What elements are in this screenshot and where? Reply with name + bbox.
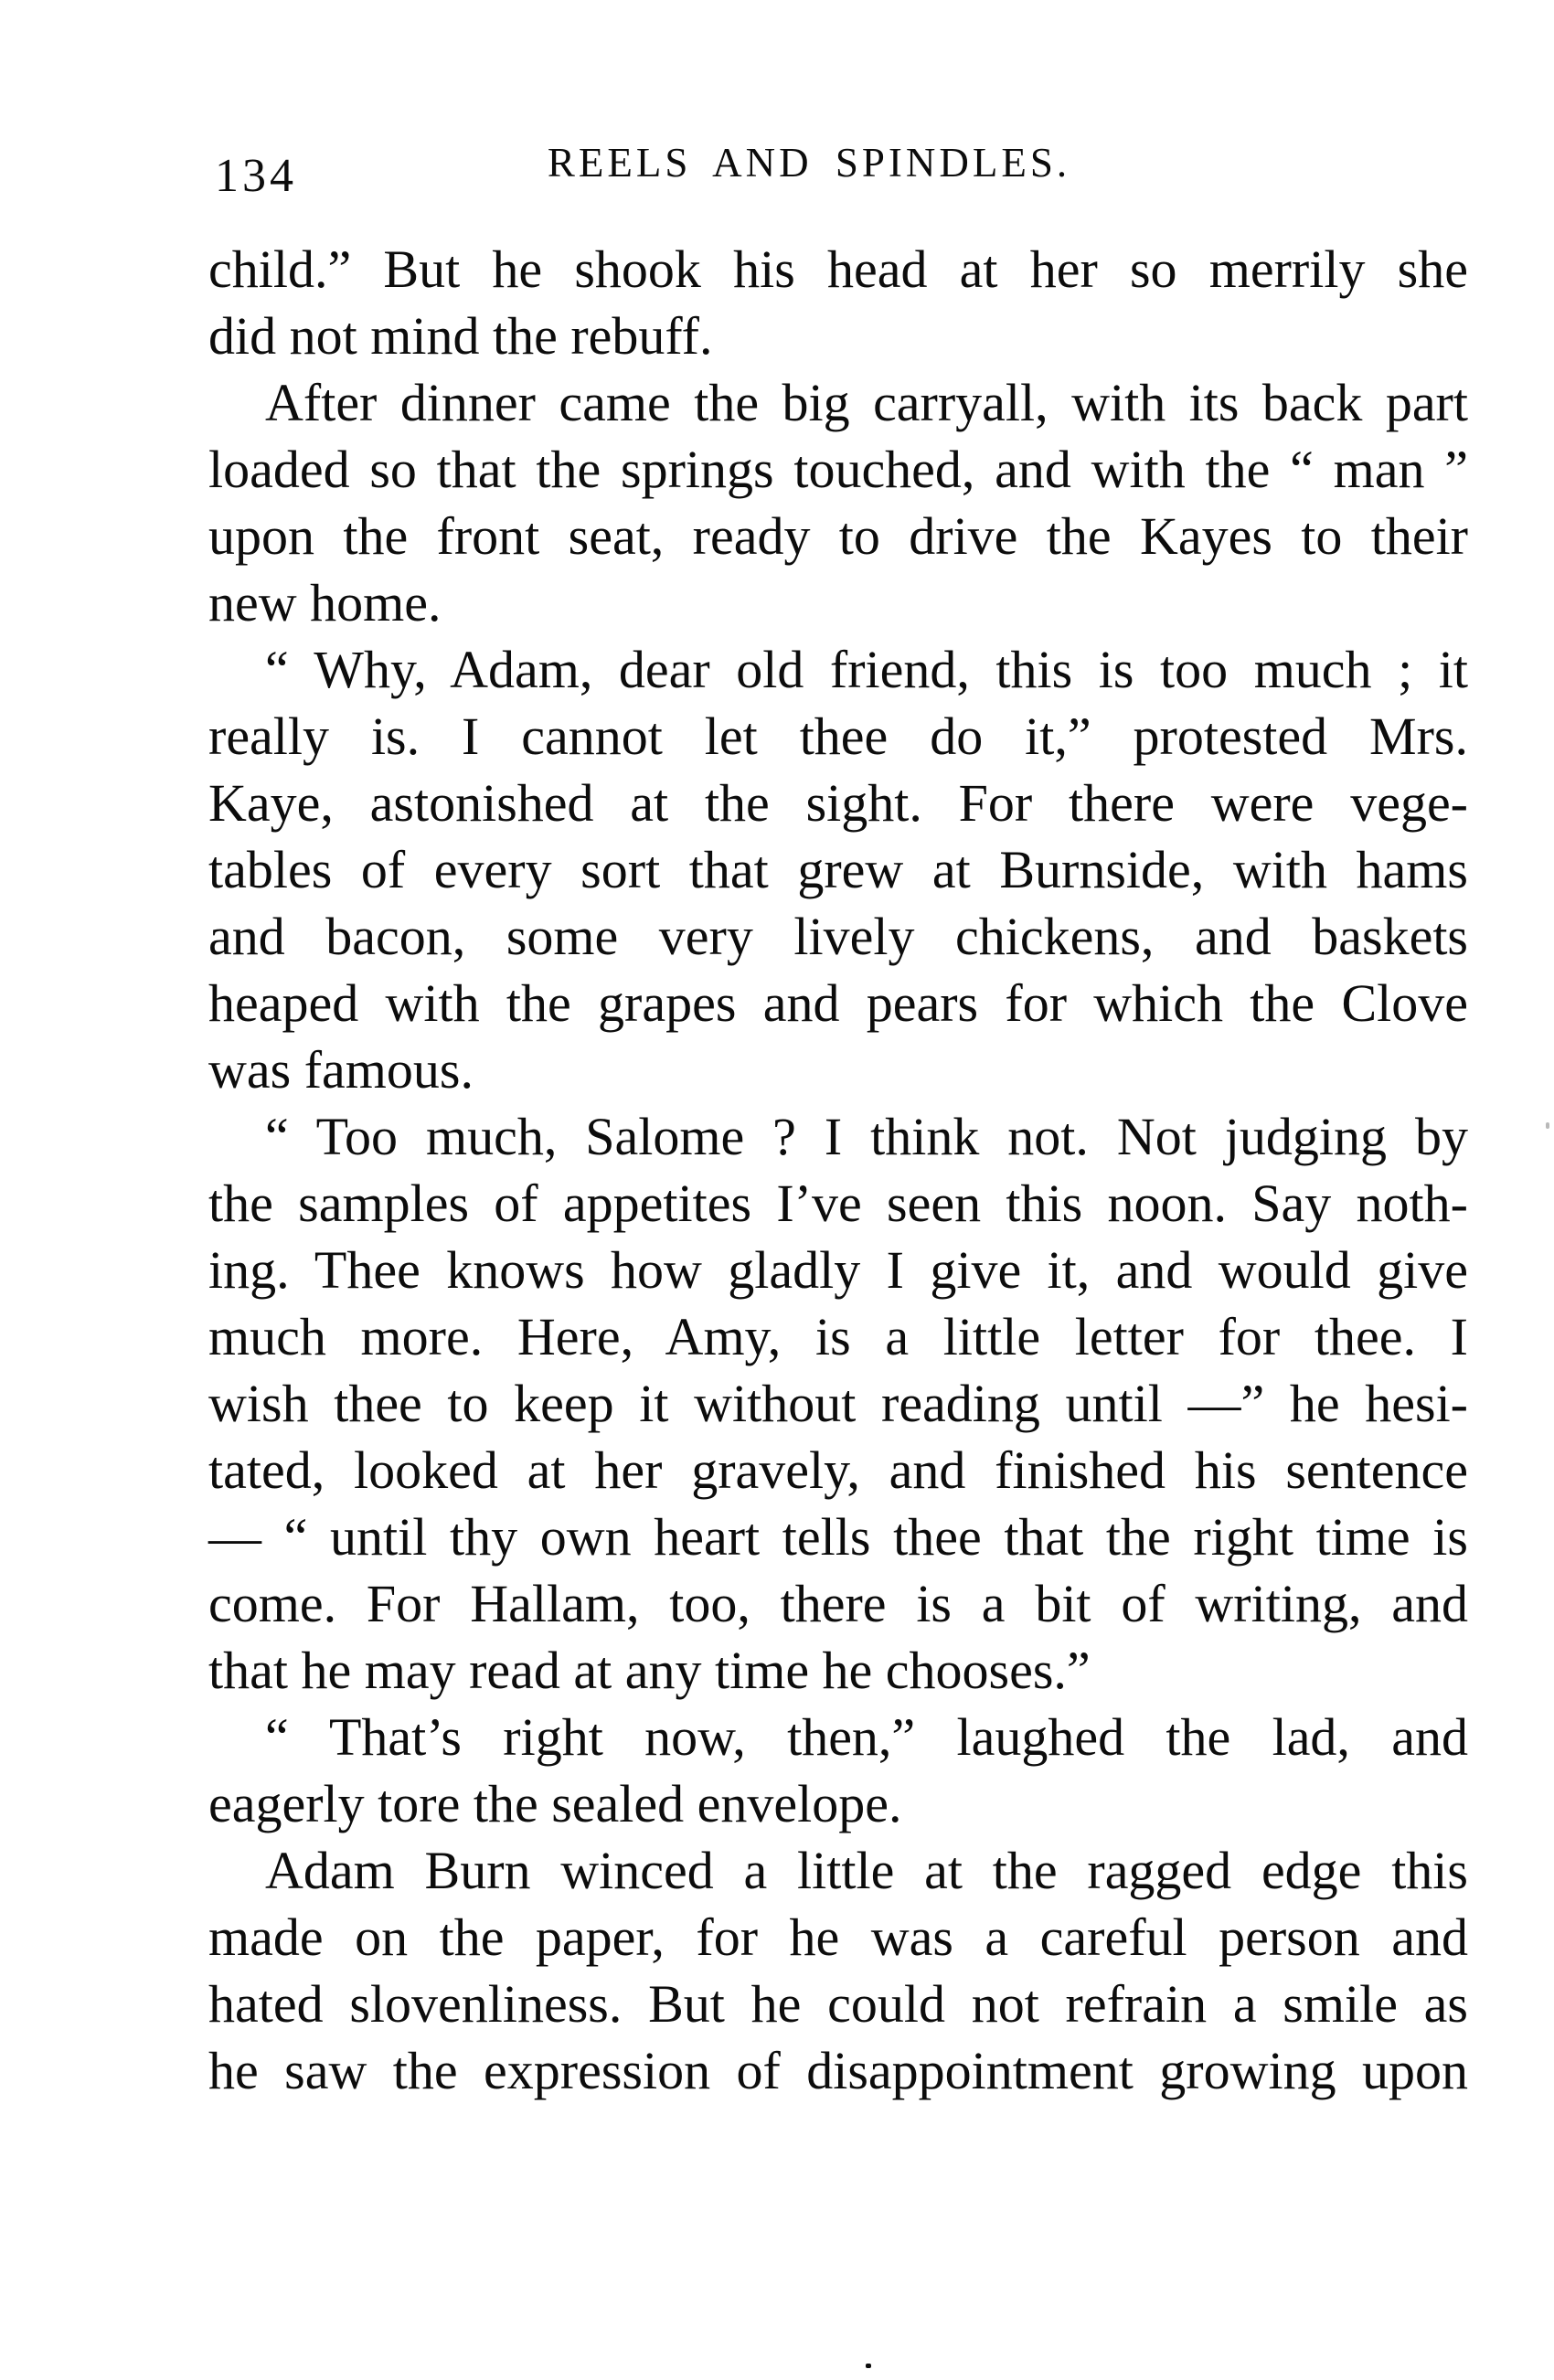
text-line: ing. Thee knows how gladly I give it, and would give [208,1240,1468,1300]
ink-spot [866,2364,871,2368]
scan-speck [1546,1122,1549,1129]
text-line: really is. I cannot let thee do it,” protested Mrs. [208,707,1468,766]
page-number: 134 [215,150,297,202]
text-line: come. For Hallam, too, there is a bit of writing, and [208,1574,1468,1633]
text-block [208,236,1468,2104]
text-line: hated slovenliness. But he could not refrain a smile as [208,1974,1468,2034]
text-line: tated, looked at her gravely, and finished his sentence [208,1440,1468,1500]
text-line: “ Why, Adam, dear old friend, this is too much ; it [265,640,1468,699]
text-line: the samples of appetites I’ve seen this noon. Say noth- [208,1174,1468,1233]
text-line: much more. Here, Amy, is a little letter for thee. I [208,1307,1468,1366]
running-header-title: REELS AND SPINDLES. [547,140,1071,186]
text-line: tables of every sort that grew at Burnside, with hams [208,840,1468,899]
text-line: “ That’s right now, then,” laughed the lad, and [265,1707,1468,1767]
text-line: child.” But he shook his head at her so merrily she [208,239,1468,299]
text-line: loaded so that the springs touched, and with the “ man ” [208,440,1468,499]
text-line: — “ until thy own heart tells thee that the right time is [208,1507,1468,1567]
text-line: heaped with the grapes and pears for which the Clove [208,973,1468,1033]
text-line: was famous. [208,1040,474,1100]
text-line: and bacon, some very lively chickens, and baskets [208,907,1468,966]
text-line: upon the front seat, ready to drive the Kayes to their [208,506,1468,566]
text-line: he saw the expression of disappointment growing upon [208,2041,1468,2100]
text-line: After dinner came the big carryall, with its back part [265,373,1468,432]
text-line: made on the paper, for he was a careful person and [208,1907,1468,1967]
text-line: Adam Burn winced a little at the ragged edge this [265,1841,1468,1900]
text-line: new home. [208,573,442,632]
text-line: Kaye, astonished at the sight. For there were vege- [208,773,1468,833]
text-line: eagerly tore the sealed envelope. [208,1774,902,1833]
text-line: wish thee to keep it without reading until —” he hesi- [208,1374,1468,1433]
text-line: that he may read at any time he chooses.” [208,1641,1091,1700]
text-line: “ Too much, Salome ? I think not. Not judging by [265,1107,1468,1166]
text-line: did not mind the rebuff. [208,306,713,366]
